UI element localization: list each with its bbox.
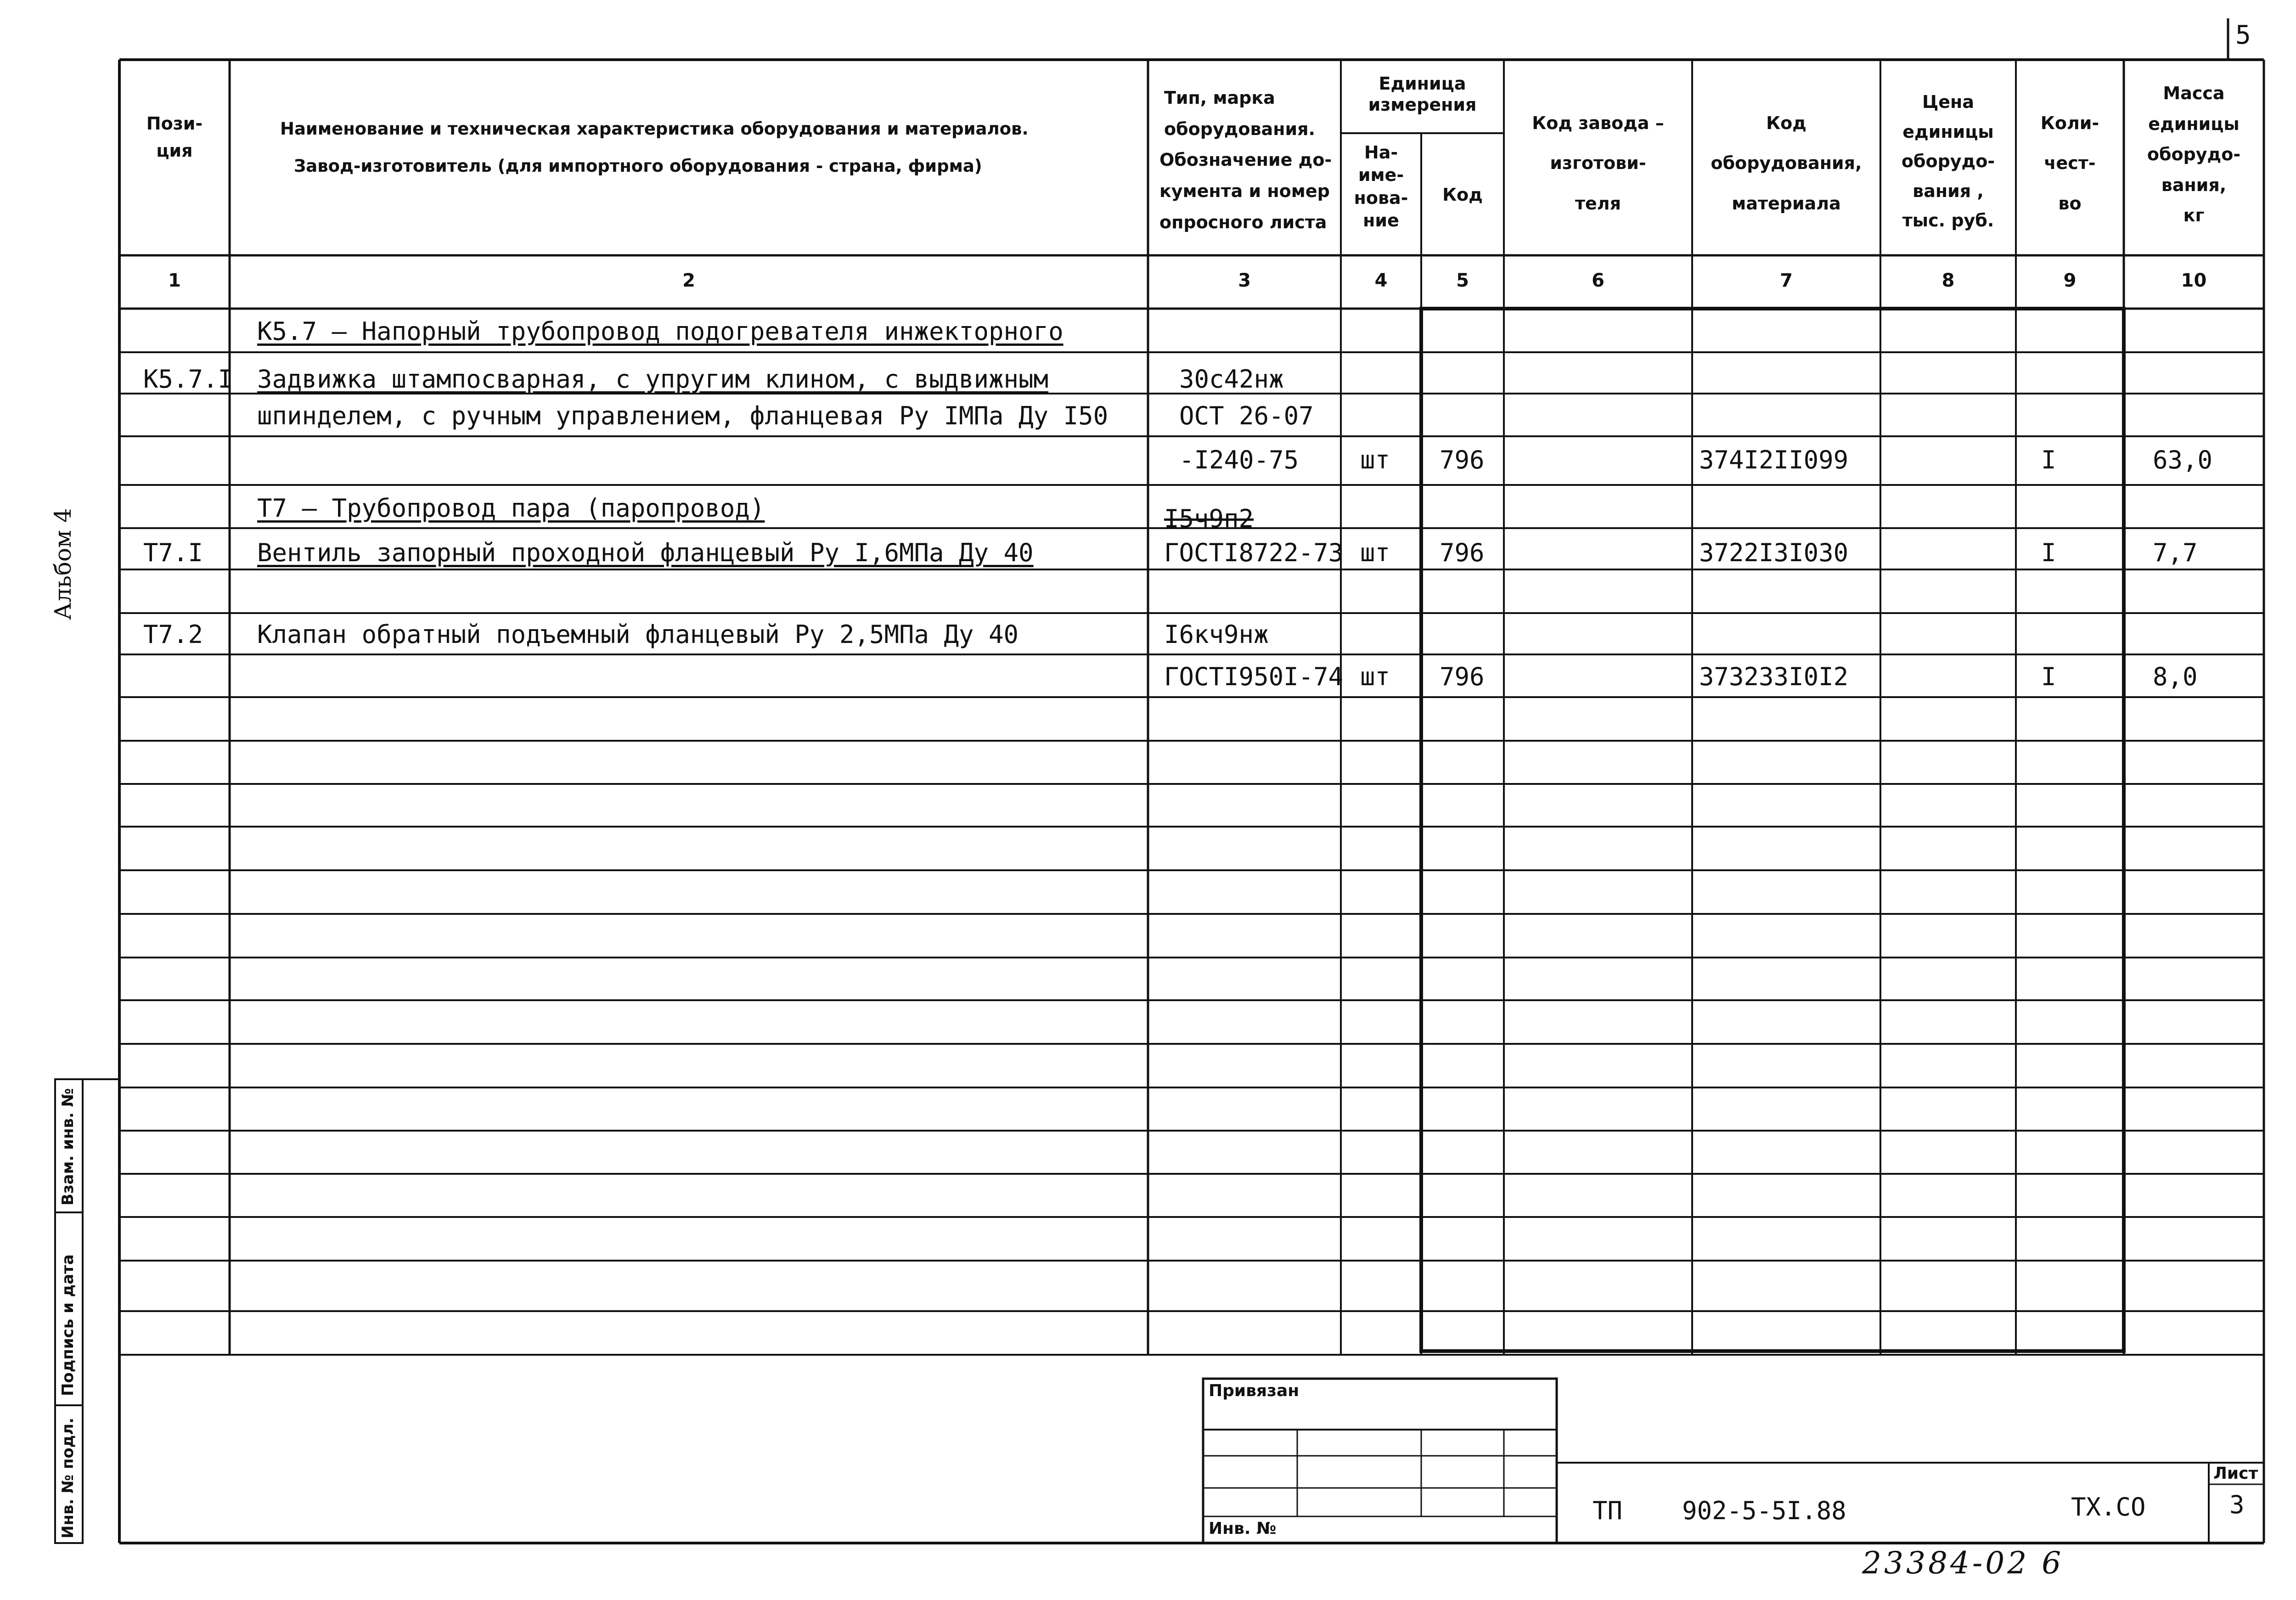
header-factory-line2: изготови-	[1550, 153, 1646, 174]
header-price-line3: оборудо-	[1901, 151, 1995, 172]
column-number-8: 8	[1941, 270, 1955, 291]
header-type	[1150, 83, 1339, 238]
header-type-line3: Обозначение до-	[1159, 150, 1332, 170]
album-label	[50, 508, 76, 620]
header-unit-group	[1341, 73, 1504, 115]
row-name: Вентиль запорный проходной фланцевый Ру I,6МПа Ду 40	[257, 538, 1034, 567]
sheet-number: 3	[2229, 1490, 2245, 1519]
row-name: шпинделем, с ручным управлением, фланцевая Ру IМПа Ду I50	[257, 401, 1109, 430]
column-number-10: 10	[2181, 270, 2207, 291]
row-code: 796	[1440, 445, 1485, 474]
header-price-line1: Цена	[1922, 92, 1974, 112]
row-type: 30с42нж	[1179, 365, 1284, 394]
row-type: ГОСТI8722-73	[1164, 538, 1344, 567]
header-price-line5: тыс. руб.	[1902, 210, 1994, 231]
header-equipment-code	[1692, 103, 1880, 224]
header-position-line1: Пози-	[146, 113, 203, 134]
row-unit: шт	[1360, 662, 1390, 691]
sheet-label: Лист	[2213, 1464, 2258, 1483]
header-unit-name-line2: име-	[1358, 165, 1404, 186]
header-price-line4: вания ,	[1913, 180, 1984, 201]
row-name: Клапан обратный подъемный фланцевый Ру 2,5МПа Ду 40	[257, 620, 1019, 649]
row-type: I5ч9п2	[1164, 504, 1254, 533]
stamp-privyazan: Привязан	[1209, 1381, 1300, 1400]
header-qty-line2: чест-	[2044, 153, 2096, 174]
header-mass-line4: вания,	[2161, 175, 2227, 195]
row-type: I6кч9нж	[1164, 620, 1269, 649]
handwritten-number: 23384-02 6	[1862, 1545, 2064, 1581]
header-name	[280, 110, 1143, 185]
header-position-line2: ция	[156, 140, 193, 161]
section-heading: К5.7 – Напорный трубопровод подогревателя инжекторного	[257, 317, 1064, 346]
header-position	[120, 110, 229, 164]
side-label-signature-date: Подпись и дата	[59, 1254, 77, 1396]
header-qty-line1: Коли-	[2040, 113, 2099, 133]
album-label-text: Альбом 4	[50, 508, 76, 620]
header-type-line1: Тип, марка	[1164, 88, 1275, 108]
header-unit-code: Код	[1442, 185, 1483, 205]
row-mass: 7,7	[2153, 538, 2198, 567]
header-unit-line1: Единица	[1379, 73, 1466, 94]
header-unit-name	[1341, 141, 1421, 232]
header-factory-code	[1504, 103, 1692, 224]
row-position: Т7.I	[143, 538, 203, 567]
column-number-9: 9	[2063, 270, 2077, 291]
header-unit-name-line1: На-	[1364, 142, 1398, 163]
row-equipment-code: 3722I3I030	[1699, 538, 1849, 567]
header-unit-line2: измерения	[1368, 94, 1477, 115]
header-type-line5: опросного листа	[1159, 212, 1327, 232]
header-mass-line3: оборудо-	[2147, 144, 2241, 164]
side-label-vzam-inv: Взам. инв. №	[59, 1088, 77, 1206]
header-equip-line3: материала	[1732, 193, 1841, 214]
side-label-inv-podl: Инв. № подл.	[59, 1417, 77, 1538]
header-qty-line3: во	[2058, 193, 2082, 214]
row-code: 796	[1440, 662, 1485, 691]
header-unit-name-line4: ние	[1363, 210, 1399, 231]
row-type: -I240-75	[1179, 445, 1299, 474]
header-equip-line1: Код	[1766, 113, 1806, 133]
header-mass-line2: единицы	[2148, 113, 2240, 134]
header-name-line1: Наименование и техническая характеристика оборудования и материалов.	[280, 119, 1029, 139]
header-mass-line5: кг	[2183, 205, 2205, 225]
section-heading: Т7 – Трубопровод пара (паропровод)	[257, 494, 765, 523]
row-name: Задвижка штампосварная, с упругим клином, с выдвижным	[257, 365, 1049, 394]
row-unit: шт	[1360, 445, 1390, 474]
row-type: ОСТ 26-07	[1179, 401, 1314, 430]
header-factory-line3: теля	[1575, 193, 1621, 214]
row-mass: 8,0	[2153, 662, 2198, 691]
row-type: ГОСТI950I-74	[1164, 662, 1344, 691]
document-mark: ТХ.СО	[2071, 1493, 2146, 1521]
row-code: 796	[1440, 538, 1485, 567]
column-number-3: 3	[1238, 270, 1251, 291]
row-quantity: I	[2041, 662, 2056, 691]
header-type-line2: оборудования.	[1164, 118, 1315, 139]
header-unit-name-line3: нова-	[1354, 187, 1408, 208]
header-mass-line1: Масса	[2163, 83, 2225, 103]
header-mass	[2124, 78, 2264, 231]
header-equip-line2: оборудования,	[1711, 153, 1862, 174]
column-number-2: 2	[682, 270, 695, 291]
page-corner-number: 5	[2235, 20, 2251, 50]
row-mass: 63,0	[2153, 445, 2213, 474]
header-name-line2: Завод-изготовитель (для импортного оборудования - страна, фирма)	[294, 156, 982, 176]
column-number-6: 6	[1592, 270, 1604, 291]
document-code: ТП 902-5-5I.88	[1593, 1496, 1846, 1525]
column-number-5: 5	[1456, 270, 1469, 291]
row-unit: шт	[1360, 538, 1390, 567]
row-equipment-code: 374I2II099	[1699, 445, 1849, 474]
column-number-4: 4	[1374, 270, 1388, 291]
column-number-1: 1	[168, 270, 181, 291]
row-quantity: I	[2041, 538, 2056, 567]
row-position: Т7.2	[143, 620, 203, 649]
row-position: К5.7.I	[143, 365, 233, 394]
header-type-line4: кумента и номер	[1159, 180, 1330, 201]
column-number-7: 7	[1780, 270, 1793, 291]
row-equipment-code: 373233I0I2	[1699, 662, 1849, 691]
header-price	[1880, 87, 2016, 236]
row-quantity: I	[2041, 445, 2056, 474]
stamp-inv-no: Инв. №	[1209, 1519, 1277, 1538]
header-factory-line1: Код завода –	[1532, 113, 1664, 133]
header-quantity	[2016, 103, 2124, 224]
header-price-line2: единицы	[1902, 121, 1994, 142]
